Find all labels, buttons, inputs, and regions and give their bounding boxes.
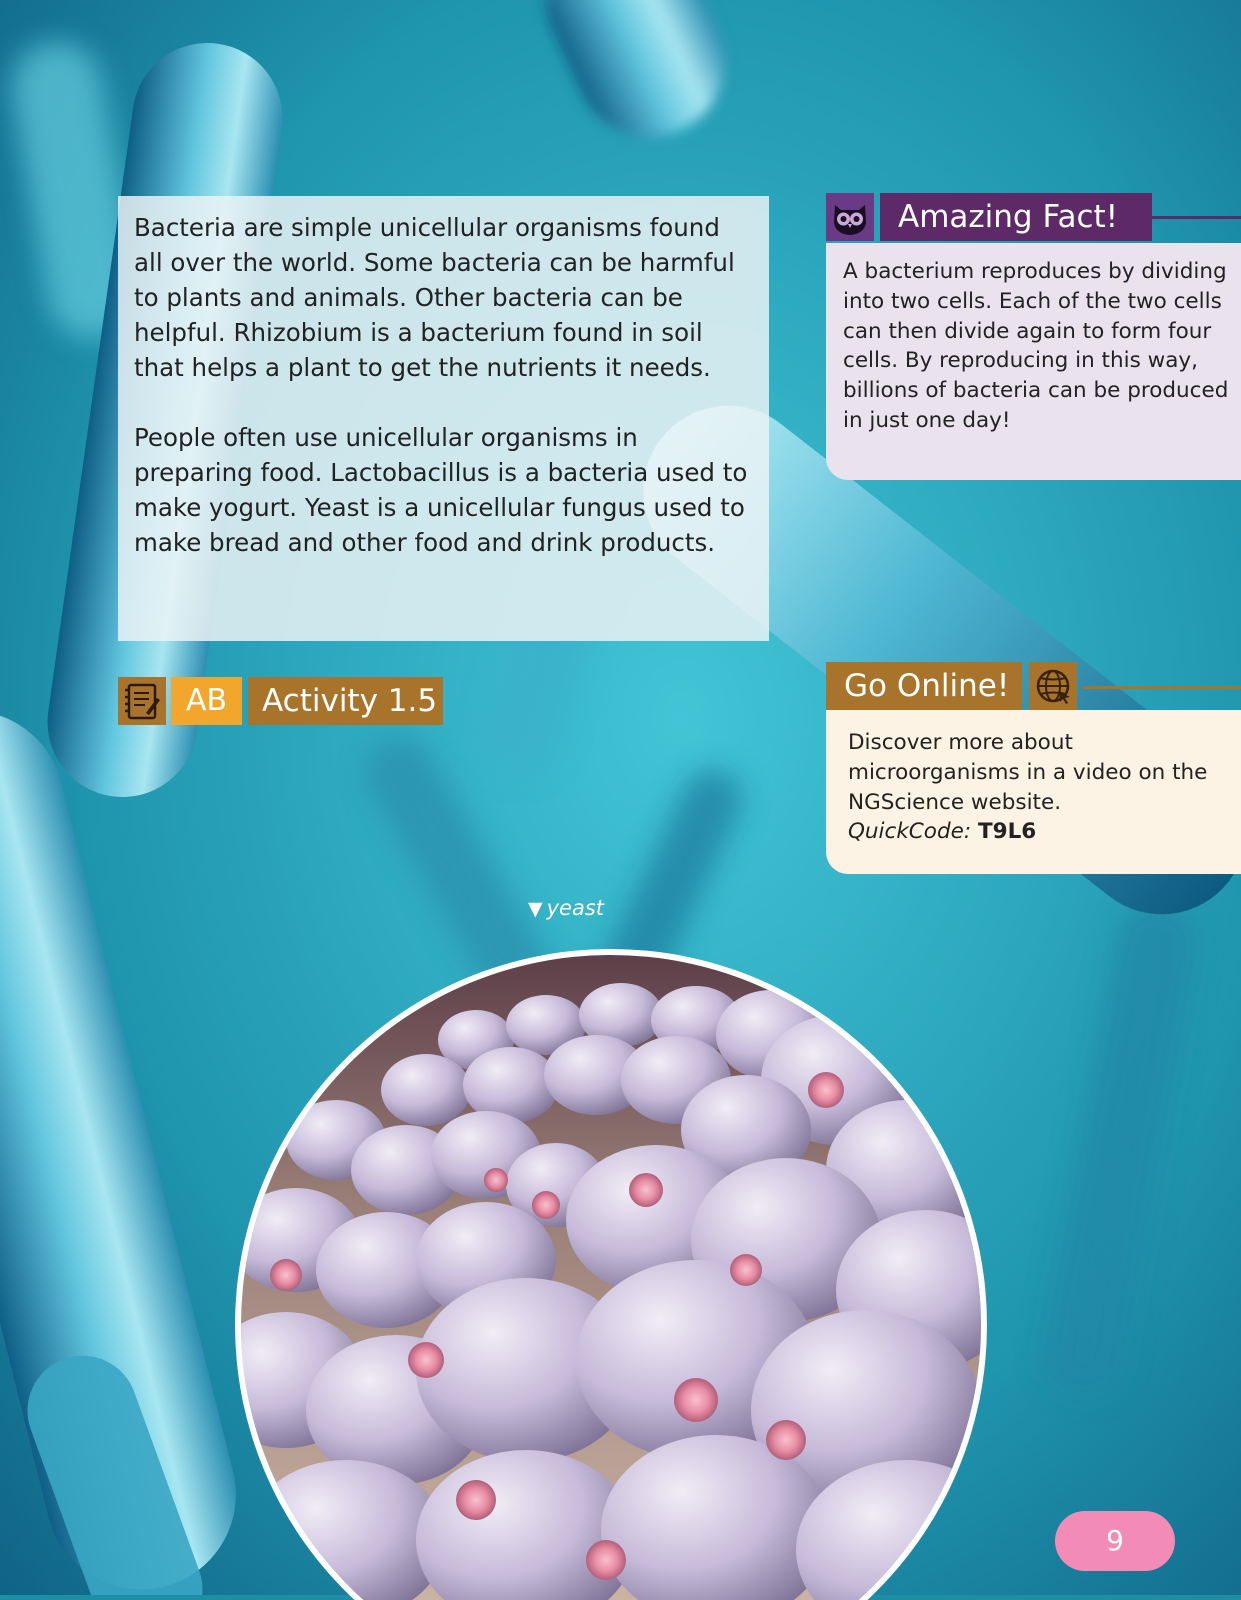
go-online-divider xyxy=(1083,686,1241,689)
activity-book-tag: AB xyxy=(171,677,242,725)
body-paragraph-food: People often use unicellular organisms in preparing food. Lactobacillus is a bacteria used to make yogurt. Yeast is a unicellular fungus used to make bread and other food and drink products. xyxy=(134,423,748,557)
image-caption xyxy=(528,896,604,920)
go-online-body xyxy=(826,710,1241,874)
page-number: 9 xyxy=(1055,1511,1175,1571)
quickcode-value[interactable]: T9L6 xyxy=(977,819,1037,845)
body-paragraph-bacteria: Bacteria are simple unicellular organisms found all over the world. Some bacteria can be harmful to plants and animals. Other bacteria can be helpful. Rhizobium is a bacterium found in soil that helps a plant to get the nutrients it needs. xyxy=(134,213,735,382)
owl-icon xyxy=(826,193,874,241)
activity-title: Activity 1.5 xyxy=(248,677,443,725)
main-text-box xyxy=(118,196,769,641)
quickcode-label: QuickCode: xyxy=(848,819,972,845)
notebook-icon xyxy=(118,677,166,725)
amazing-fact-divider xyxy=(1146,216,1241,219)
amazing-fact-body: A bacterium reproduces by dividing into two cells. Each of the two cells can then divide again to form four cells. By reproducing in this way, billions of bacteria can be produced in just one day! xyxy=(826,243,1241,480)
go-online-title: Go Online! xyxy=(826,662,1022,710)
globe-icon[interactable] xyxy=(1029,662,1077,710)
image-caption-text: yeast xyxy=(546,896,605,920)
caption-arrow-icon: ▼ xyxy=(528,898,543,920)
go-online-text: Discover more about microorganisms in a video on the NGScience website. xyxy=(848,730,1208,815)
yeast-image xyxy=(226,940,996,1600)
quickcode-line xyxy=(848,817,1241,847)
amazing-fact-title: Amazing Fact! xyxy=(880,193,1152,241)
